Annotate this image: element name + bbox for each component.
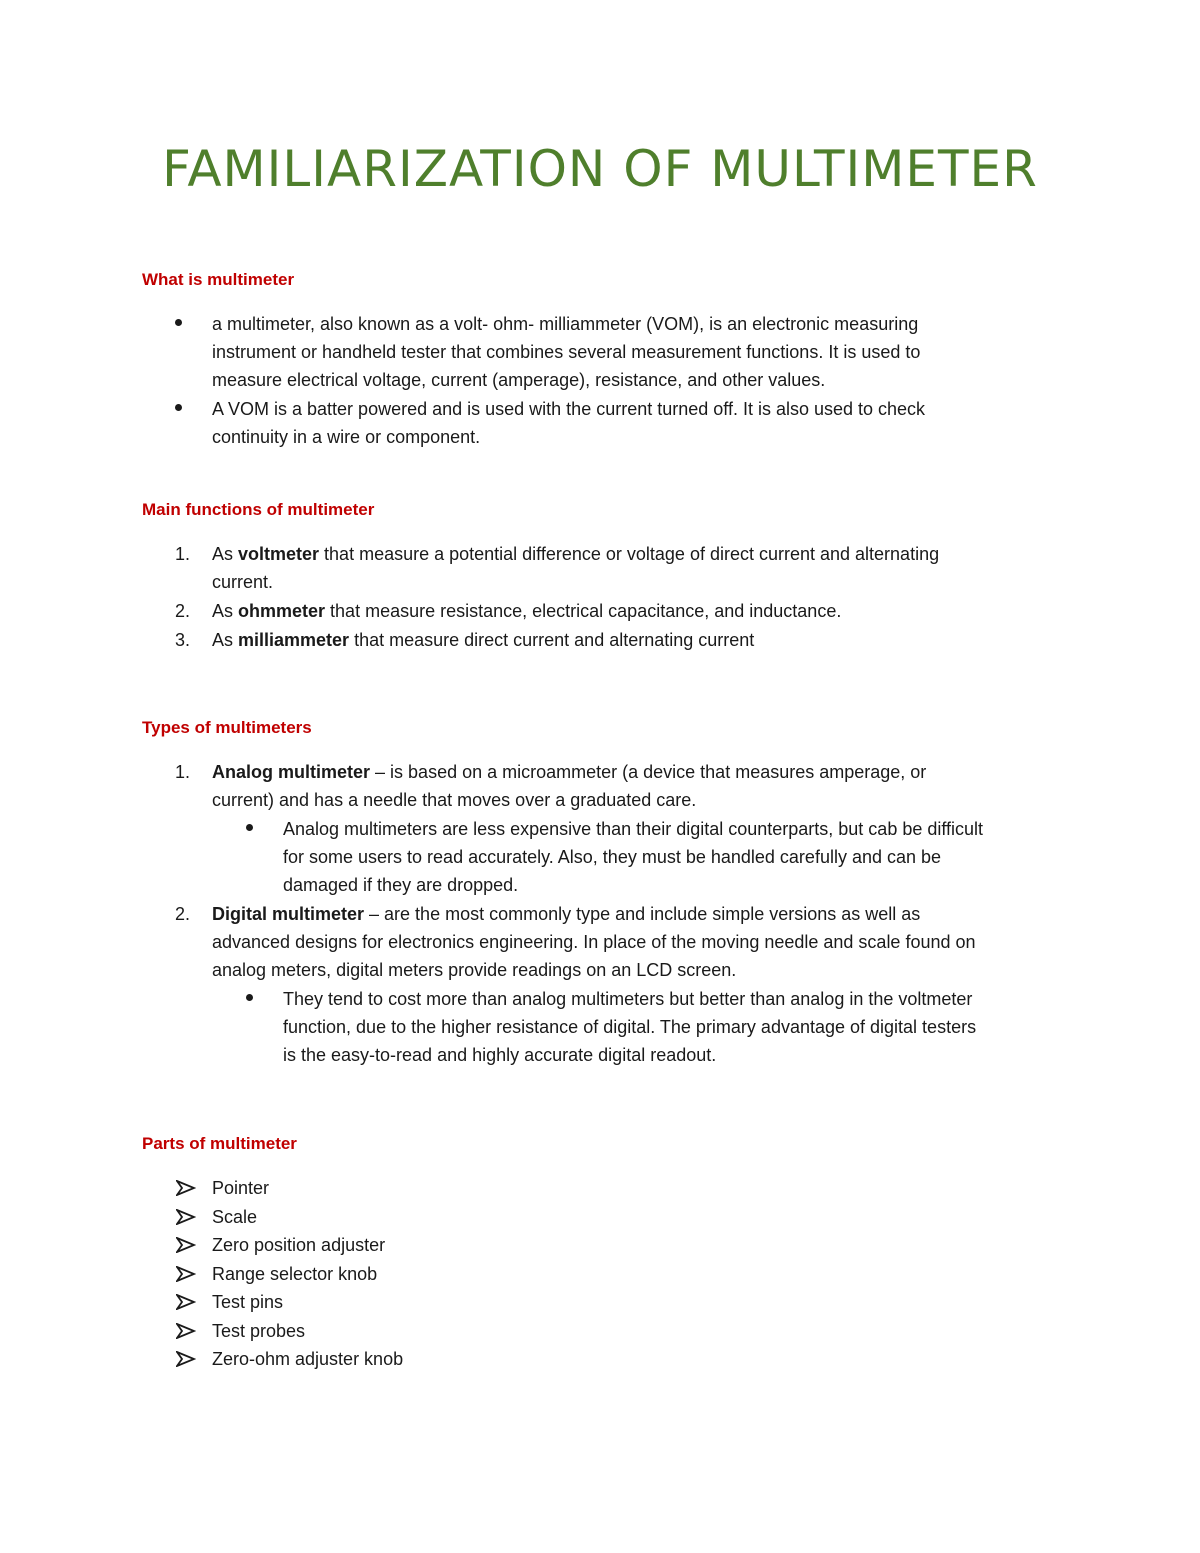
sub-list-item-line: for some users to read accurately. Also, they must be handled carefully and can be: [283, 847, 942, 867]
list-item-line: measure electrical voltage, current (amperage), resistance, and other values.: [212, 370, 826, 390]
sub-list-item-line: is the easy-to-read and highly accurate digital readout.: [283, 1045, 717, 1065]
list-item-line: current) and has a needle that moves over a graduated care.: [212, 790, 697, 810]
arrowhead-bullet-icon: [176, 1351, 196, 1367]
list-item-line: As milliammeter that measure direct current and alternating current: [212, 630, 755, 650]
list-item-line: continuity in a wire or component.: [212, 427, 481, 447]
bullet-dot-icon: [246, 824, 253, 831]
section-heading-parts: Parts of multimeter: [142, 1134, 297, 1153]
list-item-line: Digital multimeter – are the most commonly type and include simple versions as well as: [212, 904, 921, 924]
sub-list-item-line: damaged if they are dropped.: [283, 875, 519, 895]
section-heading-what-is-multimeter: What is multimeter: [142, 270, 295, 289]
sub-list-item-line: function, due to the higher resistance of digital. The primary advantage of digital testers: [283, 1017, 977, 1037]
parts-list-item: Range selector knob: [212, 1263, 378, 1284]
list-item-line: analog meters, digital meters provide readings on an LCD screen.: [212, 960, 737, 980]
term-analog-multimeter: Analog multimeter: [212, 762, 371, 782]
parts-list-item: Test pins: [212, 1292, 284, 1312]
term-milliammeter: milliammeter: [238, 630, 350, 650]
list-number: 2.: [175, 904, 191, 924]
arrowhead-bullet-icon: [176, 1266, 196, 1282]
term-voltmeter: voltmeter: [238, 544, 320, 564]
list-number: 3.: [175, 630, 191, 650]
arrowhead-bullet-icon: [176, 1209, 196, 1225]
list-number: 1.: [175, 544, 191, 564]
term-digital-multimeter: Digital multimeter: [212, 904, 365, 924]
list-item-line: advanced designs for electronics engineering. In place of the moving needle and scale found on: [212, 932, 976, 952]
list-number: 1.: [175, 762, 191, 782]
parts-list-item: Test probes: [212, 1320, 306, 1341]
parts-list-item: Zero position adjuster: [212, 1235, 386, 1255]
parts-list-item: Pointer: [212, 1178, 270, 1198]
list-item-line: a multimeter, also known as a volt- ohm- milliammeter (VOM), is an electronic measuring: [212, 314, 919, 334]
bullet-dot-icon: [175, 319, 182, 326]
list-item-line: As voltmeter that measure a potential difference or voltage of direct current and alternating: [212, 544, 940, 564]
parts-list-item: Zero-ohm adjuster knob: [212, 1349, 404, 1369]
arrowhead-bullet-icon: [176, 1323, 196, 1339]
parts-list-item: Scale: [212, 1206, 258, 1227]
bullet-dot-icon: [246, 994, 253, 1001]
arrowhead-bullet-icon: [176, 1237, 196, 1253]
section-heading-types: Types of multimeters: [142, 718, 312, 737]
list-item-line: As ohmmeter that measure resistance, electrical capacitance, and inductance.: [212, 601, 842, 621]
list-item-line: current.: [212, 572, 274, 592]
bullet-dot-icon: [175, 404, 182, 411]
list-number: 2.: [175, 601, 191, 621]
sub-list-item-line: They tend to cost more than analog multimeters but better than analog in the voltmeter: [283, 989, 973, 1009]
list-item-line: instrument or handheld tester that combines several measurement functions. It is used to: [212, 342, 921, 362]
list-item-line: A VOM is a batter powered and is used with the current turned off. It is also used to check: [212, 399, 926, 419]
page-title: FAMILIARIZATION OF MULTIMETER: [162, 140, 1038, 198]
arrowhead-bullet-icon: [176, 1294, 196, 1310]
sub-list-item-line: Analog multimeters are less expensive than their digital counterparts, but cab be difficult: [283, 819, 984, 839]
section-heading-main-functions: Main functions of multimeter: [142, 500, 375, 519]
list-item-line: Analog multimeter – is based on a microammeter (a device that measures amperage, or: [212, 762, 927, 782]
term-ohmmeter: ohmmeter: [238, 601, 326, 621]
arrowhead-bullet-icon: [176, 1180, 196, 1196]
